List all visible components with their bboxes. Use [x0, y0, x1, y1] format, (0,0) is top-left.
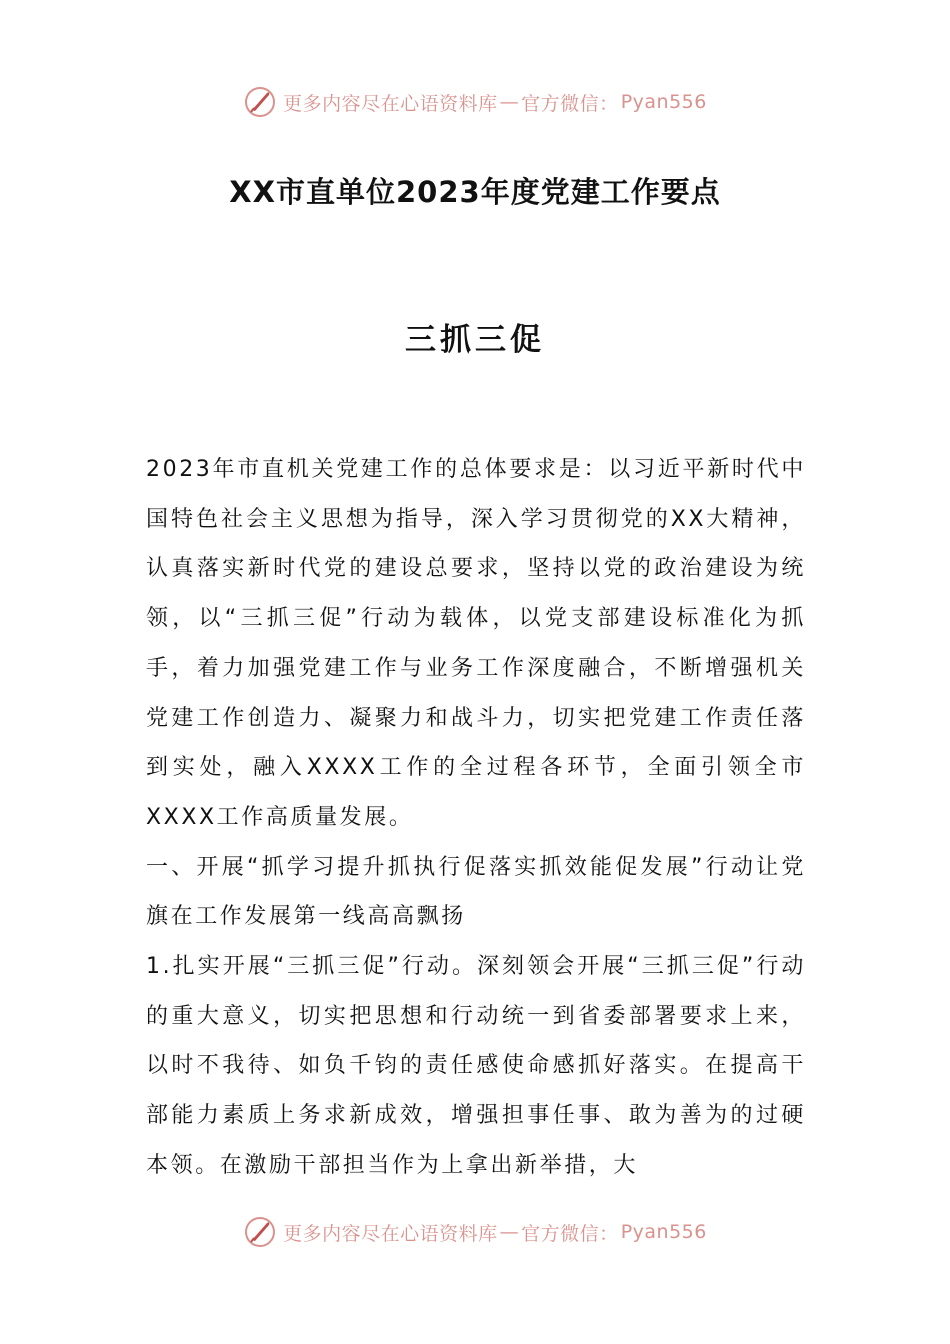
quill-logo-icon — [243, 85, 277, 119]
section-heading: 一、开展“抓学习提升抓执行促落实抓效能促发展”行动让党旗在工作发展第一线高高飘扬 — [146, 854, 806, 930]
watermark-wechat-label: 官方微信： — [521, 1222, 619, 1245]
watermark-wechat-label: 官方微信： — [521, 92, 619, 115]
body-paragraph: 1.扎实开展“三抓三促”行动。深刻领会开展“三抓三促”行动的重大意义，切实把思想和行动统一到省委部署要求上来，以时不我待、如负千钧的责任感使命感抓好落实。在提高干部能力素质上务求新成效，增强担事任事、敢为善为的过硬本领。在激励干部担当作为上拿出新举措，大 — [146, 954, 806, 1178]
document-body — [146, 445, 806, 1191]
watermark-wechat-id: Pyan556 — [620, 91, 707, 113]
watermark-wechat-id: Pyan556 — [620, 1221, 707, 1243]
body-paragraph: 2023年市直机关党建工作的总体要求是：以习近平新时代中国特色社会主义思想为指导，深入学习贯彻党的XX大精神，认真落实新时代党的建设总要求，坚持以党的政治建设为统领，以“三抓三促”行动为载体，以党支部建设标准化为抓手，着力加强党建工作与业务工作深度融合，不断增强机关党建工作创造力、凝聚力和战斗力，切实把党建工作责任落到实处，融入XXXX工作的全过程各环节，全面引领全市XXXX工作高质量发展。 — [146, 457, 806, 830]
watermark-site-text: 更多内容尽在心语资料库 — [283, 92, 498, 115]
quill-logo-icon — [243, 1215, 277, 1249]
document-subtitle: 三抓三促 — [405, 322, 545, 358]
footer-watermark — [0, 1212, 950, 1252]
watermark-separator: — — [499, 91, 520, 113]
watermark-separator: — — [499, 1221, 520, 1243]
document-title: XX市直单位2023年度党建工作要点 — [229, 175, 721, 209]
header-watermark — [0, 82, 950, 122]
watermark-site-text: 更多内容尽在心语资料库 — [283, 1222, 498, 1245]
